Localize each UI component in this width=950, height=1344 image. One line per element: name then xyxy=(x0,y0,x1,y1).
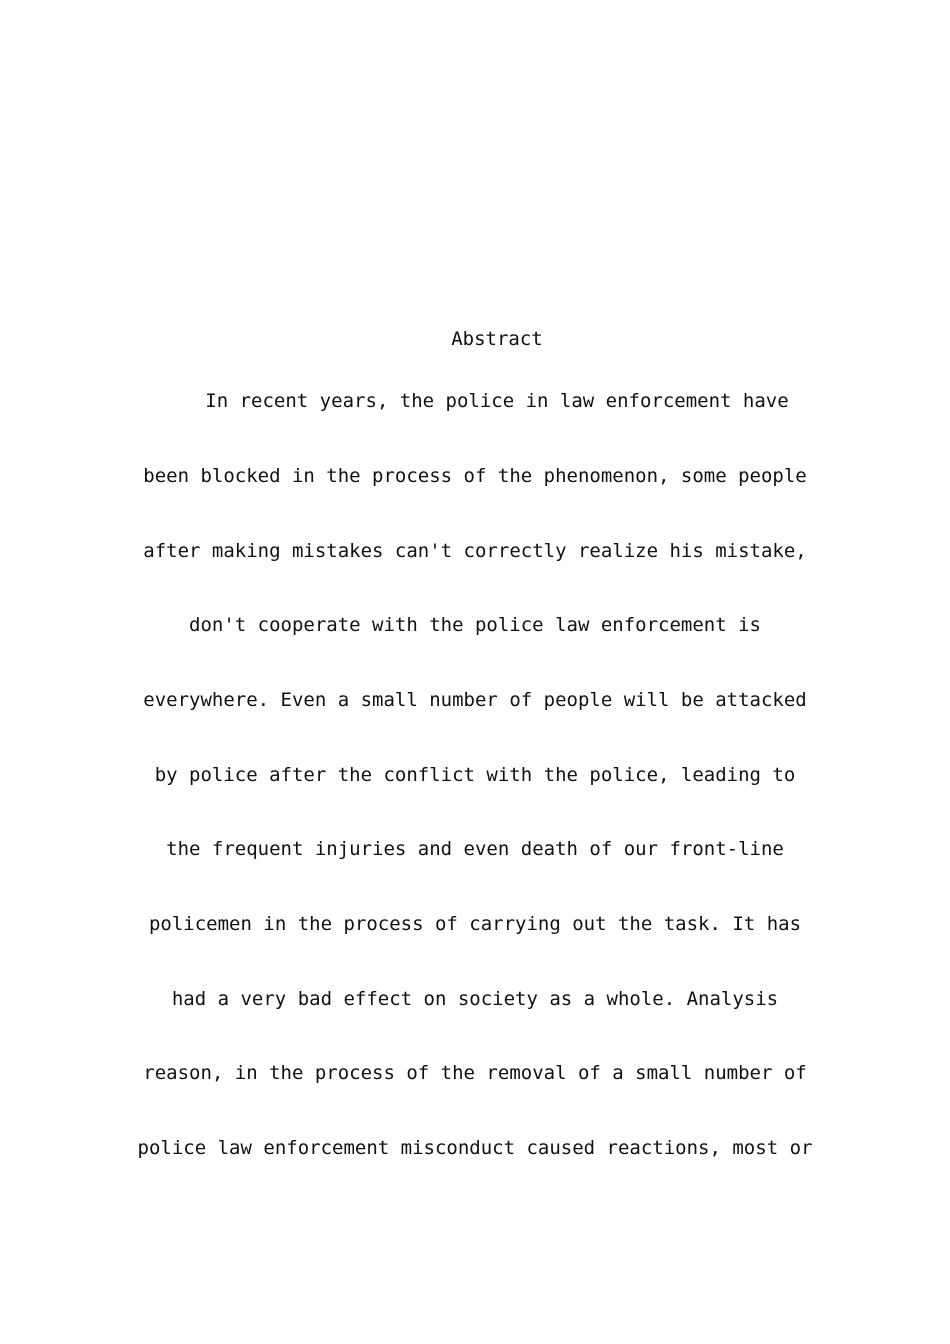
abstract-line: don't cooperate with the police law enforcement is xyxy=(189,614,761,636)
abstract-line: policemen in the process of carrying out the task. It has xyxy=(148,913,802,935)
abstract-line: after making mistakes can't correctly realize his mistake, xyxy=(143,540,807,562)
abstract-line: police law enforcement misconduct caused reactions, most or xyxy=(137,1137,813,1159)
abstract-heading: Abstract xyxy=(451,328,543,350)
abstract-line: In recent years, the police in law enforcement have xyxy=(205,390,789,412)
abstract-line: had a very bad effect on society as a whole. Analysis xyxy=(171,988,779,1010)
abstract-line: been blocked in the process of the phenomenon, some people xyxy=(143,465,807,487)
abstract-line: the frequent injuries and even death of our front-line xyxy=(166,838,784,860)
abstract-line: everywhere. Even a small number of people will be attacked xyxy=(143,689,807,711)
abstract-line: reason, in the process of the removal of a small number of xyxy=(143,1062,807,1084)
abstract-line: by police after the conflict with the police, leading to xyxy=(154,764,796,786)
